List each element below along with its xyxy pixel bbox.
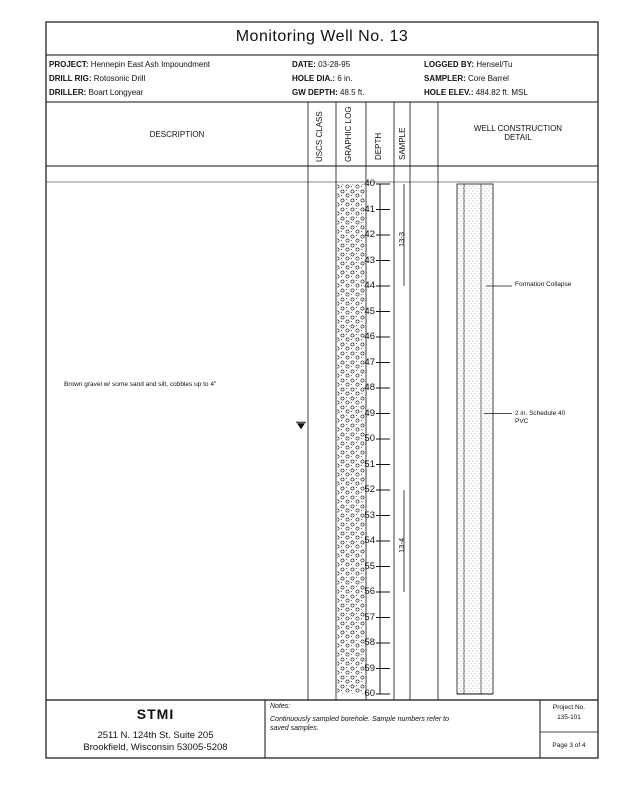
driller-field: DRILLER: Boart Longyear [49,88,144,97]
sample-label: 13-4 [397,537,406,553]
soil-description: Brown gravel w/ some sand and silt, cobbles up to 4" [64,381,217,388]
notes-line-1: Continuously sampled borehole. Sample numbers refer to [270,716,449,723]
hole-dia-field: HOLE DIA.: 6 in. [292,74,353,83]
depth-label: 49 [364,407,375,419]
depth-label: 42 [364,229,375,240]
depth-label: 53 [364,509,375,521]
sampler-field: SAMPLER: Core Barrel [424,74,509,83]
depth-label: 60 [364,688,375,699]
company-name: STMI [136,706,175,722]
depth-label: 55 [364,560,375,572]
company-address-2: Brookfield, Wisconsin 53005-5208 [83,742,228,753]
water-level-icon [296,422,306,429]
annotation-formation-collapse: Formation Collapse [515,281,572,288]
date-field: DATE: 03-28-95 [292,60,351,69]
annotation-screen: 2 in. Schedule 40 PVC [515,409,566,425]
depth-label: 41 [364,203,375,215]
borehole-backfill [457,184,493,694]
depth-label: 43 [364,254,375,266]
depth-label: 52 [364,484,375,495]
col-header-uscs: USCS CLASS [315,111,324,162]
depth-label: 58 [364,637,375,648]
hole-elev-field: HOLE ELEV.: 484.82 ft. MSL [424,88,528,97]
drill-rig-field: DRILL RIG: Rotosonic Drill [49,74,146,83]
logged-by-field: LOGGED BY: Hensel/Tu [424,60,513,69]
depth-label: 59 [364,662,375,674]
depth-label: 56 [364,586,375,597]
page-title: Monitoring Well No. 13 [235,28,409,45]
depth-label: 54 [364,535,375,546]
project-field: PROJECT: Hennepin East Ash Impoundment [49,60,210,69]
depth-label: 44 [364,280,375,291]
page-number: Page 3 of 4 [552,742,586,749]
depth-label: 50 [364,433,375,444]
notes-label: Notes: [270,703,291,710]
depth-ticks [376,184,390,694]
company-address-1: 2511 N. 124th St. Suite 205 [97,730,214,741]
gw-depth-field: GW DEPTH: 48.5 ft. [292,88,365,97]
depth-label: 57 [364,611,375,623]
col-header-depth: DEPTH [374,132,383,160]
col-header-sample: SAMPLE [398,127,407,160]
notes-line-2: saved samples. [270,725,319,732]
depth-label: 46 [364,331,375,342]
depth-label: 51 [364,458,375,470]
depth-label: 40 [364,178,375,189]
col-header-well-2: DETAIL [504,133,532,142]
depth-label: 48 [364,382,375,393]
depth-label: 47 [364,356,375,368]
col-header-description: DESCRIPTION [149,130,205,139]
col-header-well-1: WELL CONSTRUCTION [473,124,563,133]
project-no-label: Project No. [552,704,586,711]
col-header-graphic: GRAPHIC LOG [344,106,353,162]
sample-label: 13-3 [397,231,406,247]
water-level-triangle [297,423,305,429]
depth-label: 45 [364,305,375,317]
project-no-value: 135-101 [557,714,581,721]
